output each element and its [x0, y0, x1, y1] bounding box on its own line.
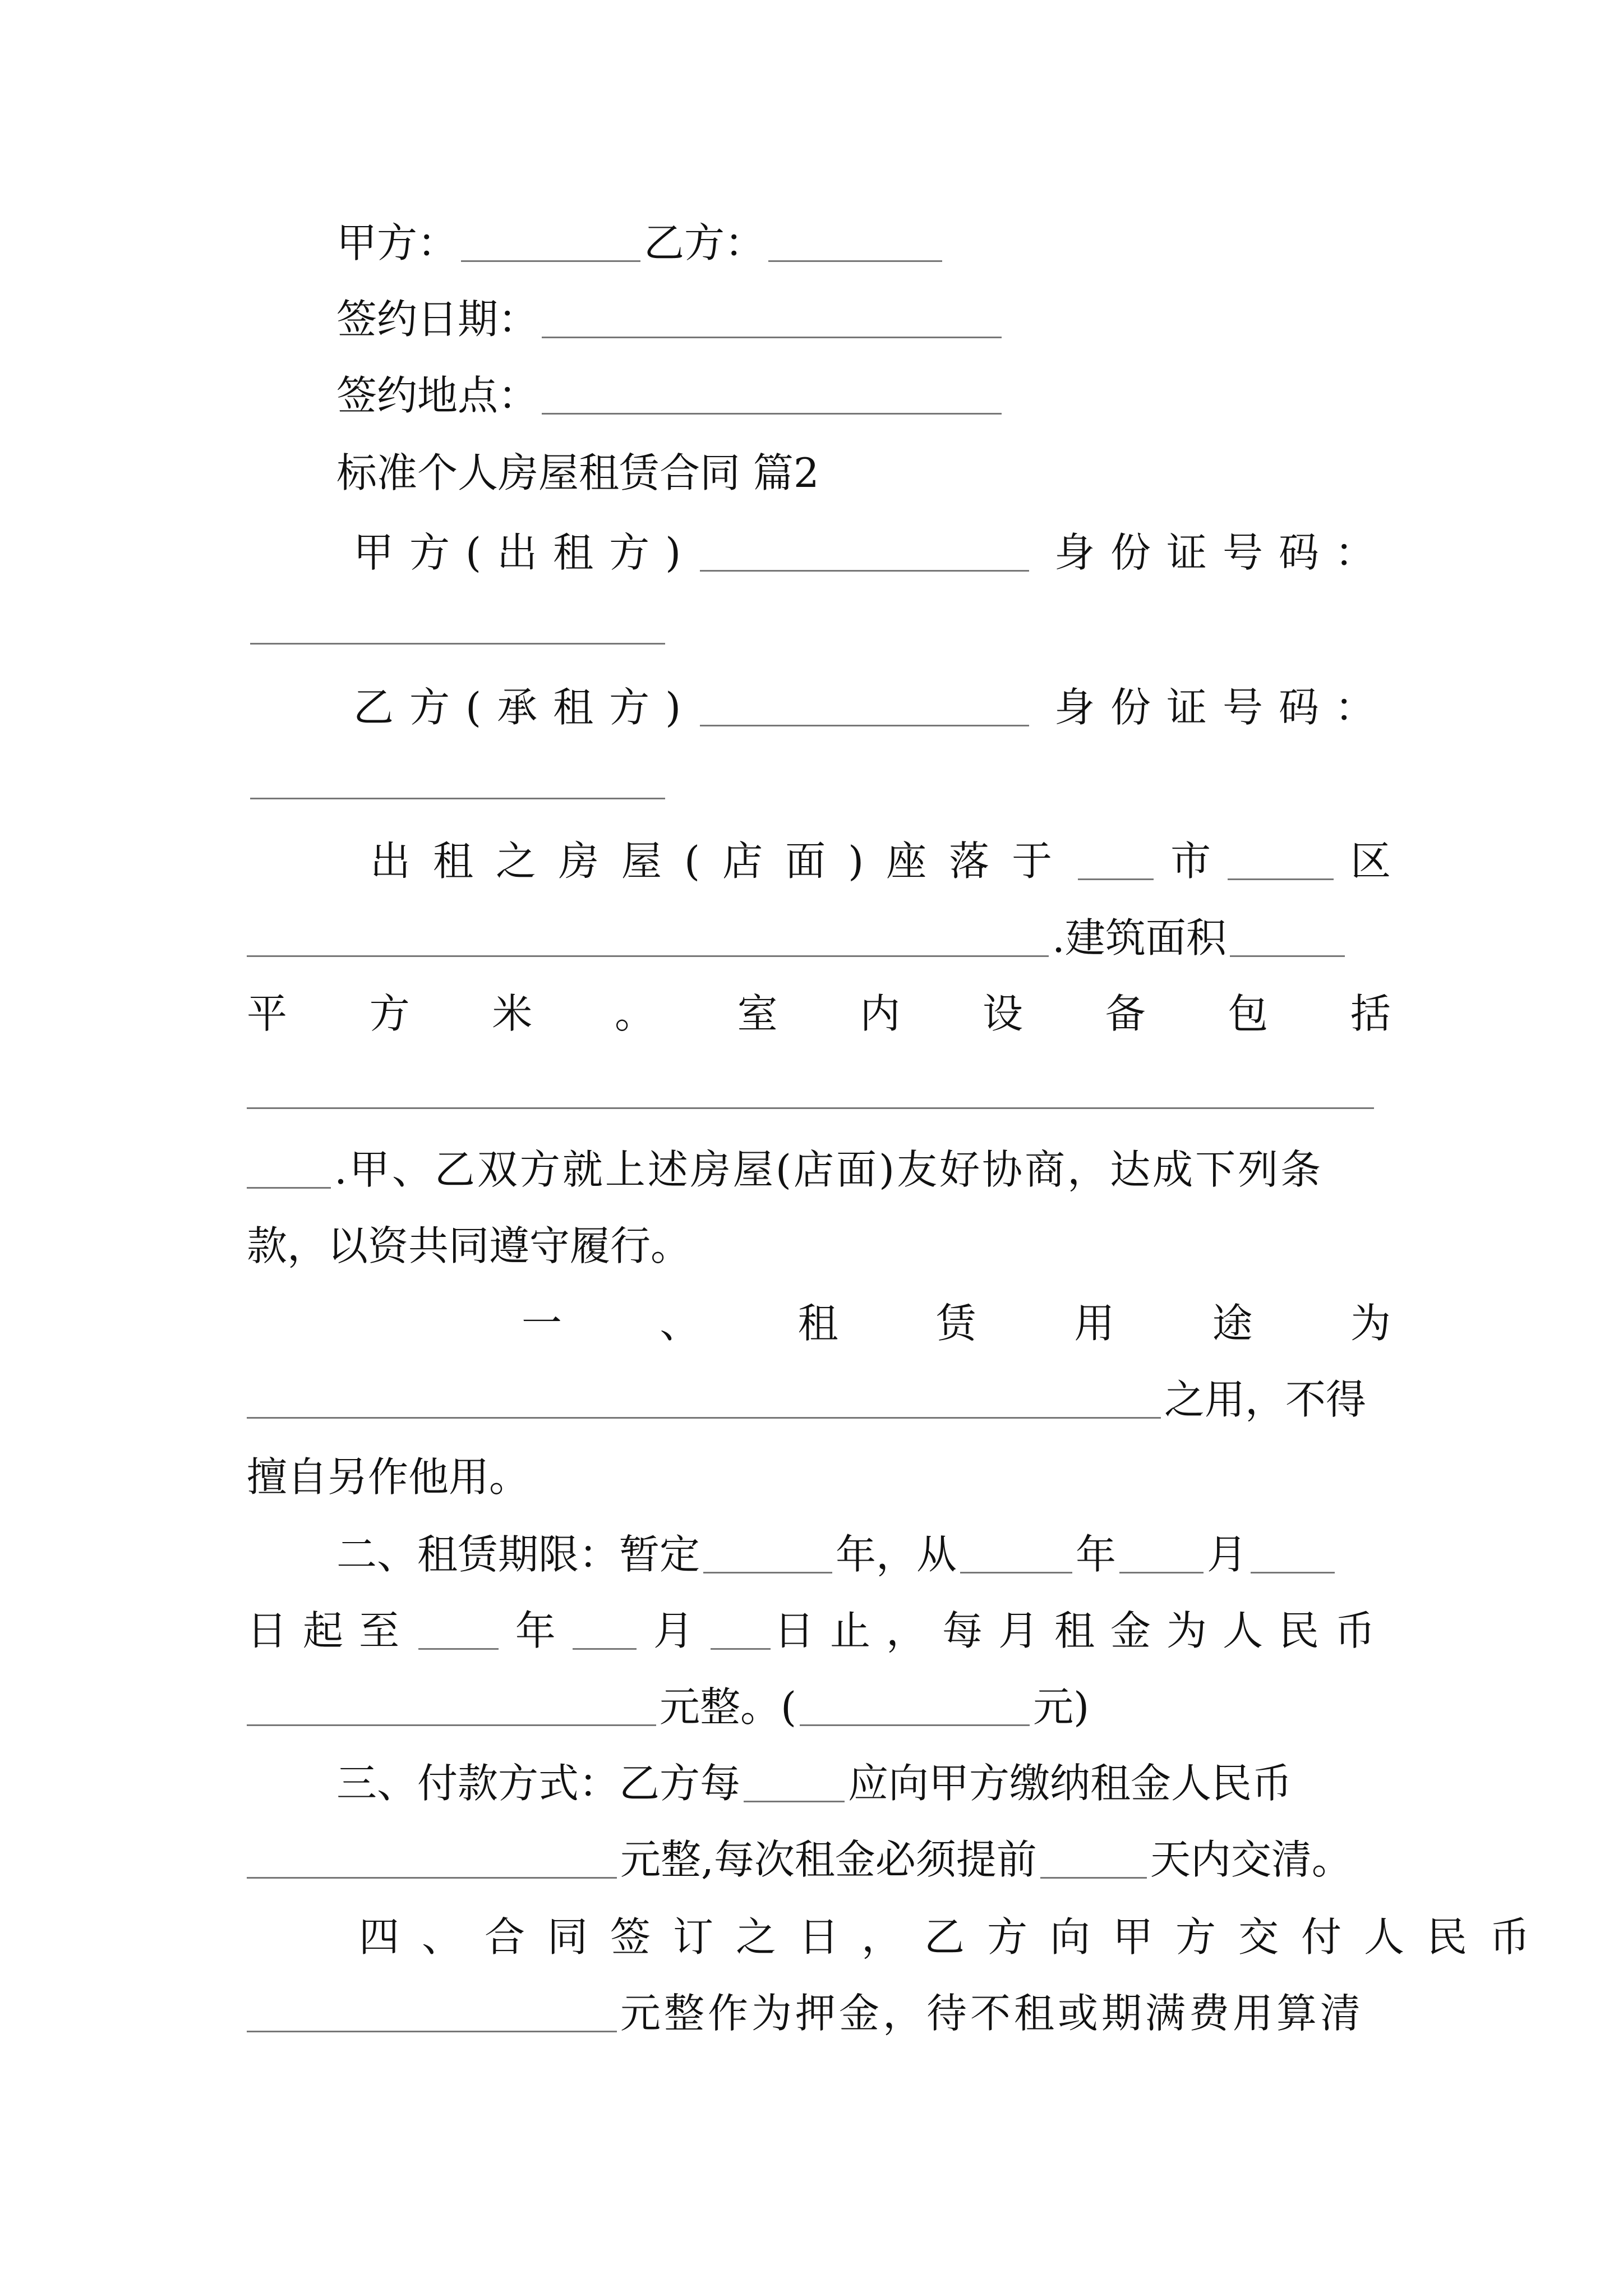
- district-label: 区: [1350, 838, 1391, 885]
- clause4-deposit-line: [247, 1982, 1391, 2044]
- pay-to-label: 应向甲方缴纳租金人民币: [848, 1760, 1293, 1807]
- unit-char: 方: [369, 990, 410, 1037]
- party-names-line: [336, 212, 1481, 274]
- end-day-blank: [711, 1612, 771, 1650]
- equipment-blank: [247, 1071, 1374, 1109]
- area-blank: [1230, 919, 1345, 957]
- city-blank: [1078, 843, 1154, 880]
- property-intro: 出租之房屋(店面)座落于: [370, 838, 1075, 885]
- deposit-amount-blank: [247, 1995, 617, 2032]
- comply-line: [247, 1215, 1391, 1277]
- sign-date-blank: [542, 301, 1002, 338]
- use-blank: [247, 1381, 1161, 1419]
- period-years-blank: [703, 1536, 832, 1573]
- clause3-amount-line: [247, 1829, 1391, 1890]
- end-year-label: 年: [515, 1607, 556, 1654]
- unit-char: 。: [614, 990, 655, 1037]
- contract-title: [336, 442, 1481, 504]
- party-a-label: 甲方：: [336, 219, 458, 266]
- days-within-label: 天内交清。: [1150, 1836, 1352, 1883]
- unit-char: 内: [860, 990, 901, 1037]
- period-label: 二、租赁期限：暂定: [336, 1531, 700, 1578]
- lessor-id-label: 身份证号码：: [1054, 529, 1391, 576]
- start-month-label: 月: [1207, 1531, 1248, 1578]
- equipment-end-blank: [247, 1151, 331, 1189]
- lessor-blank: [700, 534, 1029, 572]
- clause2-period-line: [336, 1524, 1391, 1585]
- equipment-blank-line: [247, 1059, 1391, 1121]
- negotiate-text: .甲、乙双方就上述房屋(店面)友好协商，达成下列条: [334, 1146, 1324, 1193]
- clause1-char: 赁: [935, 1300, 976, 1347]
- property-location-line: [370, 830, 1391, 892]
- clause4-line: [359, 1906, 1553, 1968]
- clause1-use-line: [247, 1369, 1391, 1430]
- clause1-line: [522, 1292, 1391, 1354]
- lessor-id-blank: [250, 607, 665, 645]
- clause1-char: 、: [660, 1300, 700, 1347]
- yuan-each-label: 元整,每次租金必须提前: [620, 1836, 1037, 1883]
- unit-char: 米: [492, 990, 533, 1037]
- rent-figure-blank: [800, 1688, 1030, 1726]
- unit-char: 括: [1350, 990, 1391, 1037]
- clause1-char: 用: [1074, 1300, 1115, 1347]
- lessee-id-blank: [250, 762, 665, 799]
- sign-date-label: 签约日期：: [336, 296, 539, 343]
- lessee-line: [353, 677, 1391, 738]
- end-year-blank: [418, 1612, 499, 1650]
- clause3-line: [336, 1752, 1391, 1814]
- clause1-char: 一: [522, 1300, 562, 1347]
- deposit-yuan-label: 元整作为押金，待不租或期满费用算清: [620, 1990, 1364, 2037]
- day-to-label: 日止，每月租金为人民币: [773, 1607, 1391, 1654]
- city-label: 市: [1170, 838, 1211, 885]
- end-month-label: 月: [653, 1607, 694, 1654]
- sign-place-line: [336, 365, 1481, 426]
- unit-char: 平: [247, 990, 288, 1037]
- lessor-line: [353, 522, 1391, 583]
- clause2-end-line: [247, 1600, 1391, 1662]
- clause1-end-line: [247, 1446, 1391, 1508]
- lessor-id-line: [247, 595, 1391, 656]
- pay-amount-blank: [247, 1841, 617, 1879]
- yuan-whole-label: 元整。(: [660, 1683, 797, 1731]
- pay-period-blank: [744, 1765, 845, 1802]
- area-label: .建筑面积: [1052, 914, 1227, 961]
- deposit-intro: 四、合同签订之日，乙方向甲方交付人民币: [359, 1913, 1553, 1961]
- comply-text: 款，以资共同遵守履行。: [247, 1222, 691, 1269]
- clause1-char: 租: [797, 1300, 838, 1347]
- contract-title-text: 标准个人房屋租赁合同 篇2: [336, 449, 819, 496]
- lessee-id-label: 身份证号码：: [1054, 684, 1391, 731]
- equipment-line: [247, 983, 1391, 1045]
- lessee-blank: [700, 689, 1029, 726]
- lessee-id-line: [247, 749, 1391, 811]
- unit-char: 设: [982, 990, 1023, 1037]
- property-address-line: [247, 907, 1391, 969]
- yuan-close-label: 元): [1033, 1683, 1090, 1731]
- party-b-label: 乙方：: [644, 219, 766, 266]
- clause1-char: 为: [1350, 1300, 1391, 1347]
- party-b-blank: [768, 224, 942, 262]
- unit-char: 备: [1105, 990, 1146, 1037]
- start-year-blank: [960, 1536, 1072, 1573]
- year-from-label: 年，从: [836, 1531, 957, 1578]
- clause1-char: 途: [1212, 1300, 1253, 1347]
- sign-place-label: 签约地点：: [336, 372, 539, 419]
- pay-method-label: 三、付款方式：乙方每: [336, 1760, 741, 1807]
- lessee-label: 乙方(承租方): [353, 684, 697, 731]
- day-from-label: 日起至: [247, 1607, 416, 1654]
- unit-char: 室: [737, 990, 778, 1037]
- district-blank: [1228, 843, 1334, 880]
- clause2-rent-line: [247, 1676, 1391, 1738]
- no-other-use: 擅自另作他用。: [247, 1453, 530, 1501]
- lessor-label: 甲方(出租方): [353, 529, 697, 576]
- advance-days-blank: [1040, 1841, 1147, 1879]
- sign-date-line: [336, 288, 1481, 350]
- start-day-blank: [1251, 1536, 1335, 1573]
- start-year-label: 年: [1076, 1531, 1117, 1578]
- unit-char: 包: [1228, 990, 1269, 1037]
- rent-amount-blank: [247, 1688, 656, 1726]
- use-suffix: 之用，不得: [1164, 1376, 1367, 1423]
- start-month-blank: [1119, 1536, 1204, 1573]
- party-a-blank: [461, 224, 640, 262]
- address-blank: [247, 919, 1049, 957]
- end-month-blank: [573, 1612, 637, 1650]
- sign-place-blank: [542, 377, 1002, 415]
- negotiate-line: [247, 1139, 1391, 1200]
